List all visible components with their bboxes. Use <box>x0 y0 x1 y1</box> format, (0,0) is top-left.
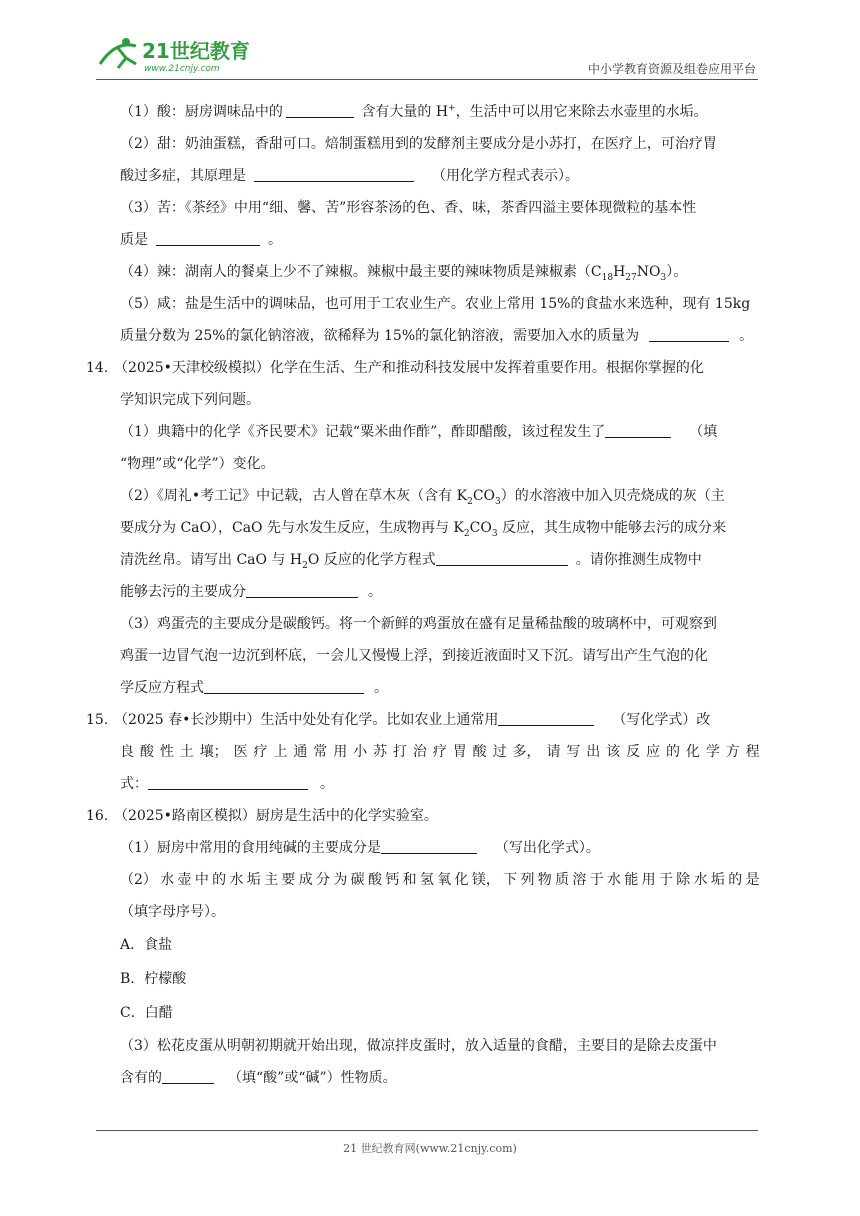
q14-part1: （1）典籍中的化学《齐民要术》记载“粟米曲作酢”，酢即醋酸，该过程发生了 （填 <box>120 424 718 440</box>
q15-stem-cont2: 式： 。 <box>120 776 334 792</box>
q13-part5: （5）咸：盐是生活中的调味品，也可用于工农业生产。农业上常用 15%的食盐水来选种，现有 15kg <box>120 296 751 312</box>
q13-part2-cont: 酸过多症，其原理是 （用化学方程式表示）。 <box>120 168 579 184</box>
question-content <box>86 96 760 1094</box>
q13-part3: （3）苦：《茶经》中用“细、馨、苦”形容茶汤的色、香、味，茶香四溢主要体现微粒的基本性 <box>120 200 697 216</box>
q15-stem-cont1: 良 酸 性 土 壤； 医 疗 上 通 常 用 小 苏 打 治 疗 胃 酸 过 多， 请 写 出 该 反 应 的 化 学 方 程 <box>120 744 760 760</box>
page-footer: 21 世纪教育网(www.21cnjy.com) <box>343 1142 517 1155</box>
logo-url: www.21cnjy.com <box>144 64 220 74</box>
answer-blank <box>649 327 729 342</box>
option-c: C．白醋 <box>120 1005 173 1021</box>
q13-part4: （4）辣：湖南人的餐桌上少不了辣椒。辣椒中最主要的辣味物质是辣椒素$(C_{18}H_{27}NO_3)$。 <box>120 264 688 283</box>
answer-blank <box>605 423 671 438</box>
q14-part3-cont1: 鸡蛋一边冒气泡一边沉到杯底，一会儿又慢慢上浮，到接近液面时又下沉。请写出产生气泡的化 <box>120 648 708 664</box>
q14-stem-cont: 学知识完成下列问题。 <box>120 392 260 408</box>
q14-part3-cont2: 学反应方程式 。 <box>120 680 388 696</box>
question-number: 16. <box>86 808 109 824</box>
answer-blank <box>498 711 594 726</box>
q13-part1: （1）酸：厨房调味品中的 含有大量的 H+，生活中可以用它来除去水壶里的水垢。 <box>120 103 708 120</box>
q16-stem: 16. （2025•路南区模拟）厨房是生活中的化学实验室。 <box>86 800 760 832</box>
q14-part1-cont: “物理”或“化学”）变化。 <box>120 456 275 472</box>
answer-blank <box>381 839 477 854</box>
answer-blank <box>148 775 308 790</box>
q14-part2-cont3: 能够去污的主要成分 。 <box>120 584 382 600</box>
answer-blank <box>436 551 568 566</box>
q13-part2: （2）甜：奶油蛋糕，香甜可口。焙制蛋糕用到的发酵剂主要成分是小苏打，在医疗上，可治疗胃 <box>120 136 717 152</box>
answer-blank <box>162 1069 214 1084</box>
answer-blank <box>156 231 260 246</box>
option-a: A．食盐 <box>120 937 173 953</box>
q14-part3: （3）鸡蛋壳的主要成分是碳酸钙。将一个新鲜的鸡蛋放在盛有足量稀盐酸的玻璃杯中，可观察到 <box>120 616 717 632</box>
q15-stem: 15. （2025 春•长沙期中）生活中处处有化学。比如农业上通常用 （写化学式）改 <box>86 704 760 736</box>
platform-name: 中小学教育资源及组卷应用平台 <box>587 62 756 76</box>
answer-blank <box>254 167 414 182</box>
answer-blank <box>246 583 358 598</box>
option-b: B．柠檬酸 <box>120 971 187 987</box>
logo-text: 21世纪教育 <box>142 39 250 63</box>
question-number: 15. <box>86 712 109 728</box>
q14-part2: （2）《周礼•考工记》中记载，古人曾在草木灰（含有 $K_2CO_3$）的水溶液中加入贝壳烧成的灰（主 <box>120 488 725 507</box>
answer-blank <box>204 679 364 694</box>
q13-part3-cont: 质是 。 <box>120 232 282 248</box>
page-header <box>96 30 758 80</box>
site-logo <box>96 34 266 74</box>
q16-part2: （2） 水 壶 中 的 水 垢 主 要 成 分 为 碳 酸 钙 和 氢 氧 化 镁， 下 列 物 质 溶 于 水 能 用 于 除 水 垢 的 是 <box>120 872 760 888</box>
q16-part3: （3）松花皮蛋从明朝初期就开始出现，做凉拌皮蛋时，放入适量的食醋，主要目的是除去皮蛋中 <box>120 1038 717 1054</box>
q14-part2-cont2: 清洗丝帛。请写出 CaO 与 $H_2O$ 反应的化学方程式 。请你推测生成物中 <box>120 552 702 571</box>
answer-blank <box>286 103 354 118</box>
footer-divider <box>96 1130 758 1131</box>
header-divider <box>96 79 758 80</box>
question-number: 14. <box>86 360 109 376</box>
q14-stem: 14. （2025•天津校级模拟）化学在生活、生产和推动科技发展中发挥着重要作用。根据你掌握的化 <box>86 352 760 384</box>
q13-part5-cont: 质量分数为 25%的氯化钠溶液，欲稀释为 15%的氯化钠溶液，需要加入水的质量为 。 <box>120 328 754 344</box>
q16-part2-cont: （填字母序号）。 <box>120 904 225 920</box>
q16-part3-cont: 含有的 （填“酸”或“碱”）性物质。 <box>120 1070 397 1086</box>
q16-part1: （1）厨房中常用的食用纯碱的主要成分是 （写出化学式）。 <box>120 840 600 856</box>
q14-part2-cont1: 要成分为 CaO），CaO 先与水发生反应，生成物再与 $K_2CO_3$ 反应，其生成物中能够去污的成分来 <box>120 520 727 539</box>
